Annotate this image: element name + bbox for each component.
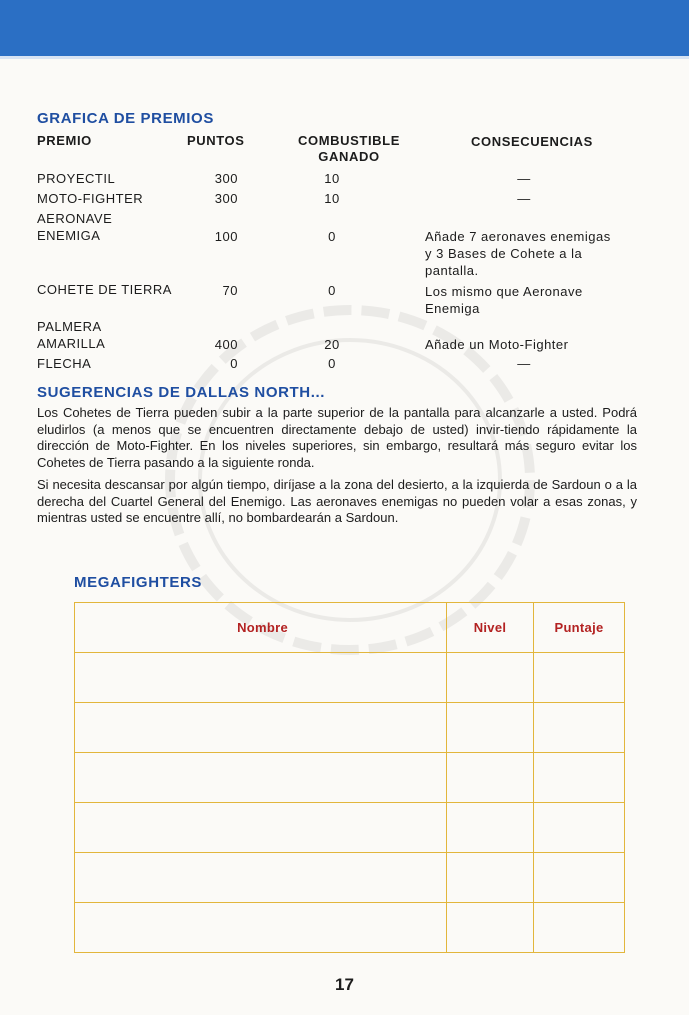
header-points: PUNTOS xyxy=(187,133,245,148)
prize-points: 0 xyxy=(230,356,238,371)
table-row xyxy=(75,853,625,903)
score-table-header-row xyxy=(75,603,625,653)
score-cell[interactable] xyxy=(534,703,625,753)
score-cell[interactable] xyxy=(534,803,625,853)
prize-name: FLECHA xyxy=(37,356,92,371)
header-fuel xyxy=(289,133,409,165)
level-cell[interactable] xyxy=(447,853,534,903)
top-bar-edge xyxy=(0,56,689,59)
scores-title: MEGAFIGHTERS xyxy=(74,574,203,591)
table-row xyxy=(75,753,625,803)
prize-fuel: 0 xyxy=(328,356,336,371)
name-cell[interactable] xyxy=(75,853,447,903)
tips-paragraph-1: Los Cohetes de Tierra pueden subir a la parte superior de la pantalla para alcanzarle a usted. Podrá eludirlos (a menos que se encuentren directamente debajo de usted) invir-tiendo rápidamente la dirección de Moto-Fighter. En los niveles superiores, sin embargo, resultará más seguro evitar los Cohetes de Tierra pasando a la siguiente ronda. xyxy=(37,405,637,470)
prize-name-line2: ENEMIGA xyxy=(37,228,101,243)
header-consequences: CONSECUENCIAS xyxy=(471,134,593,149)
header-prize: PREMIO xyxy=(37,133,92,148)
level-cell[interactable] xyxy=(447,903,534,953)
prize-chart-title: GRAFICA DE PREMIOS xyxy=(37,110,214,127)
tips-title: SUGERENCIAS DE DALLAS NORTH... xyxy=(37,384,326,401)
prize-consequence: Los mismo que Aeronave Enemiga xyxy=(425,284,583,316)
prize-points: 100 xyxy=(214,229,238,244)
header-fuel-line1: COMBUSTIBLE xyxy=(298,133,400,148)
prize-points: 300 xyxy=(214,191,238,206)
prize-fuel: 0 xyxy=(328,283,336,298)
column-header-name: Nombre xyxy=(75,603,447,653)
prize-fuel: 10 xyxy=(324,171,340,186)
prize-fuel: 20 xyxy=(324,337,340,352)
header-fuel-line2: GANADO xyxy=(318,149,380,164)
prize-points: 300 xyxy=(214,171,238,186)
name-cell[interactable] xyxy=(75,903,447,953)
prize-fuel: 10 xyxy=(324,191,340,206)
prize-points: 400 xyxy=(214,337,238,352)
prize-name-line1: AERONAVE xyxy=(37,211,113,226)
prize-name: PROYECTIL xyxy=(37,171,116,186)
prize-fuel: 0 xyxy=(328,229,336,244)
prize-points: 70 xyxy=(222,283,238,298)
score-cell[interactable] xyxy=(534,753,625,803)
prize-consequence: — xyxy=(517,171,531,186)
name-cell[interactable] xyxy=(75,803,447,853)
prize-consequence: Añade 7 aeronaves enemigas y 3 Bases de Cohete a la pantalla. xyxy=(425,229,611,278)
level-cell[interactable] xyxy=(447,703,534,753)
top-color-bar xyxy=(0,0,689,56)
page-number: 17 xyxy=(335,975,354,994)
table-row xyxy=(75,703,625,753)
prize-name-line2: AMARILLA xyxy=(37,336,106,351)
name-cell[interactable] xyxy=(75,703,447,753)
prize-consequence: — xyxy=(517,191,531,206)
level-cell[interactable] xyxy=(447,653,534,703)
table-row xyxy=(75,903,625,953)
prize-name: COHETE DE TIERRA xyxy=(37,282,172,297)
level-cell[interactable] xyxy=(447,803,534,853)
tips-paragraph-2: Si necesita descansar por algún tiempo, diríjase a la zona del desierto, a la izquierda de Sardoun o a la derecha del Cuartel General del Enemigo. Las aeronaves enemigas no pueden volar a esas zonas, y mientras usted se encuentre allí, no bombardearán a Sardoun. xyxy=(37,477,637,525)
table-row xyxy=(75,803,625,853)
table-row xyxy=(75,653,625,703)
name-cell[interactable] xyxy=(75,753,447,803)
prize-consequence: — xyxy=(517,356,531,371)
prize-consequence: Añade un Moto-Fighter xyxy=(425,337,569,352)
score-table xyxy=(74,602,625,953)
prize-name-line1: PALMERA xyxy=(37,319,102,334)
name-cell[interactable] xyxy=(75,653,447,703)
column-header-level: Nivel xyxy=(447,603,534,653)
score-cell[interactable] xyxy=(534,903,625,953)
score-cell[interactable] xyxy=(534,853,625,903)
score-cell[interactable] xyxy=(534,653,625,703)
column-header-score: Puntaje xyxy=(534,603,625,653)
level-cell[interactable] xyxy=(447,753,534,803)
prize-name: MOTO-FIGHTER xyxy=(37,191,144,206)
